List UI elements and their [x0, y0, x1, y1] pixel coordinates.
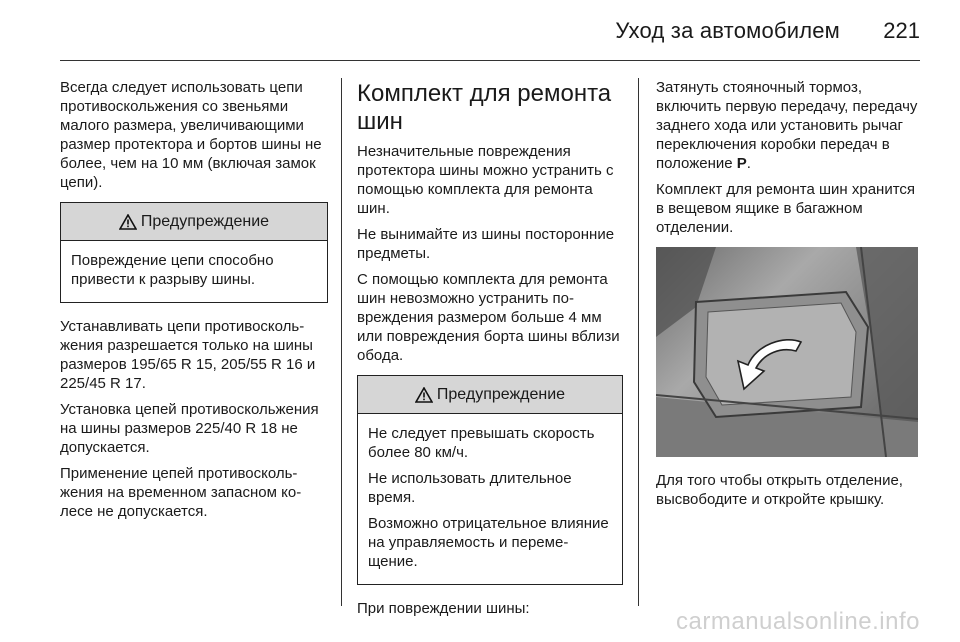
warning-box-1 [60, 202, 328, 303]
col1-paragraph-4: Применение цепей противоскольжения на временном запасном колесе не допускается. [60, 465, 302, 520]
column-3 [656, 78, 922, 516]
col3-paragraph-2: Комплект для ремонта шин хранится в вещевом ящике в багажном отделении. [656, 181, 916, 236]
watermark: carmanualsonline.info [676, 608, 920, 635]
col1-paragraph-2: Устанавливать цепи противоскольжения разрешается только на шины размеров 195/65 R 15, 205/55 R 16 и 225/45 R 17. [60, 318, 316, 392]
col2-paragraph-2: Не вынимайте из шины посторонние предметы. [357, 226, 615, 262]
column-1 [60, 78, 328, 528]
gear-position-p: P [736, 155, 747, 172]
warning-triangle-icon [119, 214, 137, 230]
col3-paragraph-1 [656, 78, 922, 173]
warning-box-2-header [358, 376, 622, 414]
page-number: 221 [883, 18, 920, 43]
col2-paragraph-3: С помощью комплекта для ремонта шин невозможно устранить повреждения размером больше 4 мм или повреждения борта шины вблизи обода. [357, 271, 620, 364]
warning-box-2-text-1: Не следует превышать скорость более 80 км/ч. [368, 425, 595, 461]
column-2 [357, 78, 623, 625]
header-title: Уход за автомобилем [615, 18, 840, 43]
warning-box-2-text-3: Возможно отрицательное влияние на управляемость и перемещение. [368, 515, 609, 570]
warning-box-2-text-2: Не использовать длительное время. [368, 470, 572, 506]
col3-paragraph-1-end: . [746, 155, 751, 172]
col2-paragraph-4: При повреждении шины: [357, 600, 530, 617]
warning-box-2 [357, 375, 623, 585]
col1-paragraph-3: Установка цепей противоскольжения на шины размеров 225/40 R 18 не допускается. [60, 401, 319, 456]
warning-box-1-title: Предупреждение [140, 213, 270, 230]
col3-paragraph-3: Для того чтобы открыть отделение, высвободите и откройте крышку. [656, 472, 903, 508]
warning-box-1-text: Повреждение цепи способно привести к разрыву шины. [71, 252, 274, 288]
col3-paragraph-1-text: Затянуть стояночный тормоз, включить первую передачу, передачу заднего хода или установить рычаг переключения коробки передач в положение [656, 79, 918, 172]
warning-box-1-header [61, 203, 327, 241]
column-divider-1 [341, 78, 342, 606]
section-title: Комплект для ремонта шин [357, 80, 612, 135]
warning-box-2-body [358, 414, 622, 584]
trunk-illustration [656, 247, 918, 457]
col1-paragraph-1: Всегда следует использовать цепи противоскольжения со звеньями малого размера, увеличивающими размер протектора и бортов шины не более, чем на 10 мм (включая замок цепи). [60, 79, 322, 191]
warning-box-1-body [61, 241, 327, 302]
header-rule [60, 60, 920, 61]
trunk-compartment-photo [656, 247, 918, 457]
col2-paragraph-1: Незначительные повреждения протектора шины можно устранить с помощью комплекта для ремонта шин. [357, 143, 614, 217]
warning-triangle-icon [415, 387, 433, 403]
warning-box-2-title: Предупреждение [436, 386, 566, 403]
column-divider-2 [638, 78, 639, 606]
